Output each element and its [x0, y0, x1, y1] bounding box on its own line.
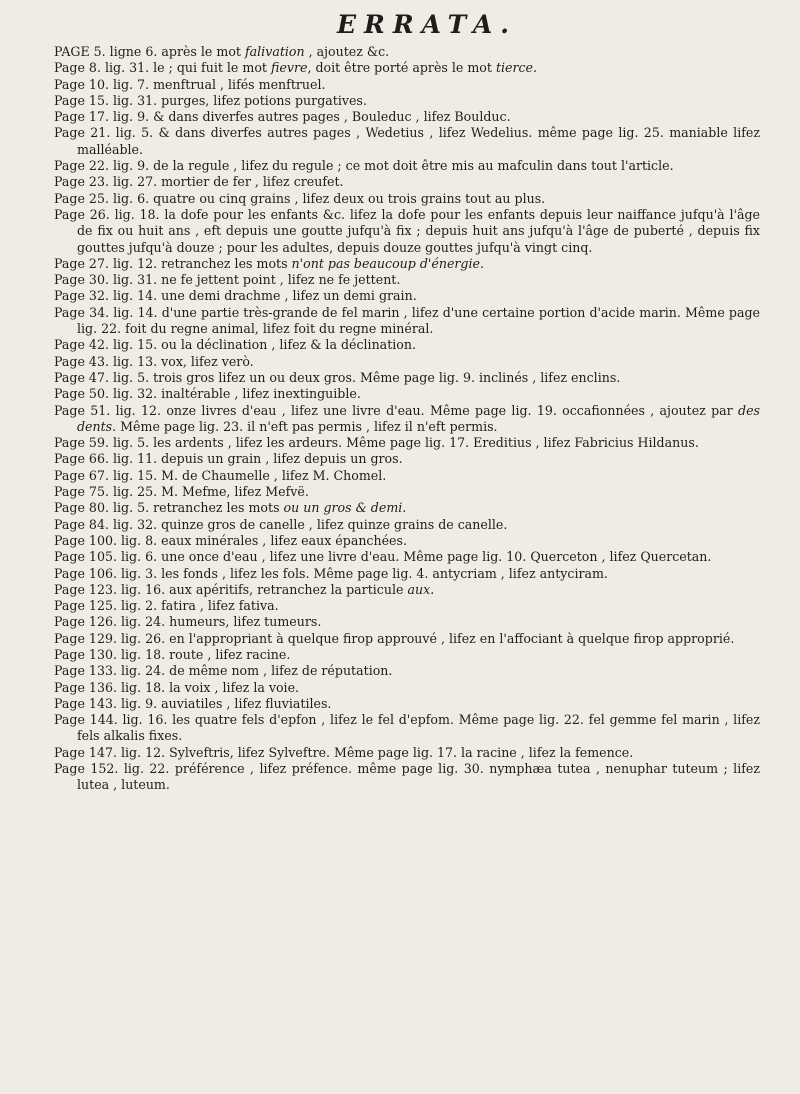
entry-text: Page 26. lig. 18. la dofe pour les enfants &c. lifez la dofe pour les enfants depuis leur naiffance jufqu'à l'âge de fix ou huit ans , eft depuis une goutte jufqu'à fix ; depuis huit ans jufqu'à l'âge de puberté , depuis fix gouttes jufqu'à douze ; pour les adultes, depuis douze gouttes jufqu'à vingt cinq. — [54, 206, 760, 255]
errata-entry — [54, 386, 760, 402]
entry-italic-text: n'ont pas beaucoup d'énergie — [291, 255, 480, 271]
entry-text: Page 34. lig. 14. d'une partie très-grande de fel marin , lifez d'une certaine portion d'acide marin. Même page lig. 22. foit du regne animal, lifez foit du regne minéral. — [54, 304, 760, 337]
entry-italic-text: fievre — [270, 60, 308, 76]
errata-entry — [54, 288, 760, 304]
entry-text: Page 105. lig. 6. une once d'eau , lifez une livre d'eau. Même page lig. 10. Querceton , lifez Quercetan. — [54, 549, 712, 565]
entry-text: Page 22. lig. 9. de la regule , lifez du regule ; ce mot doit être mis au mafculin dans tout l'article. — [54, 158, 674, 174]
errata-entry — [54, 207, 760, 256]
entry-text: Page 125. lig. 2. fatira , lifez fativa. — [54, 598, 279, 614]
errata-entry — [54, 500, 760, 516]
entry-text: Page 67. lig. 15. M. de Chaumelle , lifez M. Chomel. — [54, 467, 387, 483]
errata-entry — [54, 484, 760, 500]
entry-text: Page 143. lig. 9. auviatiles , lifez fluviatiles. — [54, 695, 332, 711]
entry-text: . — [430, 581, 435, 597]
errata-entry — [54, 663, 760, 679]
errata-entry — [54, 566, 760, 582]
errata-entry — [54, 305, 760, 338]
entry-text: , doit être porté après le mot — [307, 60, 496, 76]
entry-text: Page 27. lig. 12. retranchez les mots — [54, 255, 292, 271]
entry-text: Page 25. lig. 6. quatre ou cinq grains , lifez deux ou trois grains tout au plus. — [54, 190, 546, 206]
errata-entry — [54, 125, 760, 158]
entry-text: Page 43. lig. 13. vox, lifez verò. — [54, 353, 254, 369]
errata-entry — [54, 174, 760, 190]
errata-entry — [54, 93, 760, 109]
errata-list — [54, 44, 760, 794]
errata-entry — [54, 745, 760, 761]
errata-entry — [54, 272, 760, 288]
errata-entry — [54, 158, 760, 174]
entry-italic-text: des dents — [77, 402, 760, 434]
errata-entry — [54, 468, 760, 484]
errata-entry — [54, 582, 760, 598]
entry-text: Page 50. lig. 32. inaltérable , lifez inextinguible. — [54, 386, 361, 402]
errata-entry — [54, 680, 760, 696]
errata-entry — [54, 598, 760, 614]
errata-entry — [54, 631, 760, 647]
entry-text: Page 66. lig. 11. depuis un grain , lifez depuis un gros. — [54, 451, 403, 467]
entry-text: Page 106. lig. 3. les fonds , lifez les fols. Même page lig. 4. antycriam , lifez antyciram. — [54, 565, 608, 581]
entry-text: Page 21. lig. 5. & dans diverfes autres pages , Wedetius , lifez Wedelius. même page lig. 25. maniable lifez malléable. — [54, 125, 760, 157]
entry-text: Page 152. lig. 22. préférence , lifez préfence. même page lig. 30. nymphæa tutea , nenuphar tuteum ; lifez lutea , luteum. — [54, 761, 760, 793]
errata-entry — [54, 60, 760, 76]
entry-text: Page 100. lig. 8. eaux minérales , lifez eaux épanchées. — [54, 532, 407, 548]
errata-entry — [54, 77, 760, 93]
entry-text: Page 23. lig. 27. mortier de fer , lifez creufet. — [54, 174, 344, 190]
errata-entry — [54, 647, 760, 663]
errata-entry — [54, 370, 760, 386]
entry-text: Page 10. lig. 7. menftrual , lifés menftruel. — [54, 76, 326, 92]
errata-entry — [54, 761, 760, 794]
errata-entry — [54, 696, 760, 712]
entry-text: Page 126. lig. 24. humeurs, lifez tumeurs. — [54, 614, 322, 630]
entry-text: Page 144. lig. 16. les quatre fels d'epfon , lifez le fel d'epfom. Même page lig. 22. fel gemme fel marin , lifez fels alkalis fixes. — [54, 712, 760, 744]
entry-text: Page 42. lig. 15. ou la déclination , lifez & la déclination. — [54, 337, 416, 353]
entry-text: Page 32. lig. 14. une demi drachme , lifez un demi grain. — [54, 288, 417, 304]
entry-italic-text: aux — [407, 581, 431, 597]
errata-entry — [54, 191, 760, 207]
entry-text: Page 30. lig. 31. ne fe jettent point , lifez ne fe jettent. — [54, 272, 401, 288]
entry-text: Page 47. lig. 5. trois gros lifez un ou deux gros. Même page lig. 9. inclinés , lifez enclins. — [54, 369, 621, 385]
entry-text: Page 129. lig. 26. en l'appropriant à quelque firop approuvé , lifez en l'affociant à quelque firop approprié. — [54, 630, 735, 646]
entry-text: Page 130. lig. 18. route , lifez racine. — [54, 646, 291, 662]
errata-entry — [54, 337, 760, 353]
entry-text: . — [533, 60, 538, 76]
errata-entry — [54, 451, 760, 467]
entry-text: Page 51. lig. 12. onze livres d'eau , lifez une livre d'eau. Même page lig. 19. occafionnées , ajoutez par — [54, 402, 739, 418]
errata-entry — [54, 533, 760, 549]
errata-entry — [54, 517, 760, 533]
entry-text: Page 136. lig. 18. la voix , lifez la voie. — [54, 679, 300, 695]
entry-italic-text: tierce — [495, 60, 534, 76]
entry-text: Page 147. lig. 12. Sylveftris, lifez Sylveftre. Même page lig. 17. la racine , lifez la femence. — [54, 744, 634, 760]
entry-text: Page 59. lig. 5. les ardents , lifez les ardeurs. Même page lig. 17. Ereditius , lifez Fabricius Hildanus. — [54, 435, 699, 451]
entry-text: Page 84. lig. 32. quinze gros de canelle , lifez quinze grains de canelle. — [54, 516, 508, 532]
errata-entry — [54, 354, 760, 370]
entry-text: Page 133. lig. 24. de même nom , lifez de réputation. — [54, 663, 393, 679]
entry-text: Page 8. lig. 31. le ; qui fuit le mot — [54, 60, 271, 76]
entry-text: Page 75. lig. 25. M. Mefme, lifez Mefvë. — [54, 484, 309, 500]
errata-entry — [54, 435, 760, 451]
entry-text: . — [479, 255, 484, 271]
entry-text: . — [402, 500, 407, 516]
entry-italic-text: ou un gros & demi — [283, 500, 403, 516]
errata-entry — [54, 109, 760, 125]
entry-text: Page 17. lig. 9. & dans diverfes autres pages , Bouleduc , lifez Boulduc. — [54, 109, 511, 125]
errata-entry — [54, 614, 760, 630]
errata-entry — [54, 403, 760, 436]
entry-text: Page 15. lig. 31. purges, lifez potions purgatives. — [54, 92, 367, 108]
entry-text: , ajoutez &c. — [304, 44, 390, 59]
entry-text: Page 80. lig. 5. retranchez les mots — [54, 500, 284, 516]
errata-entry — [54, 549, 760, 565]
entry-text: . Même page lig. 23. il n'eft pas permis , lifez il n'eft permis. — [112, 418, 498, 434]
page-title: ERRATA. — [337, 10, 517, 39]
entry-italic-text: falivation — [244, 44, 305, 59]
errata-entry — [54, 712, 760, 745]
errata-entry — [54, 256, 760, 272]
entry-text: PAGE 5. ligne 6. après le mot — [54, 44, 245, 59]
errata-entry — [54, 44, 760, 60]
entry-text: Page 123. lig. 16. aux apéritifs, retranchez la particule — [54, 581, 408, 597]
